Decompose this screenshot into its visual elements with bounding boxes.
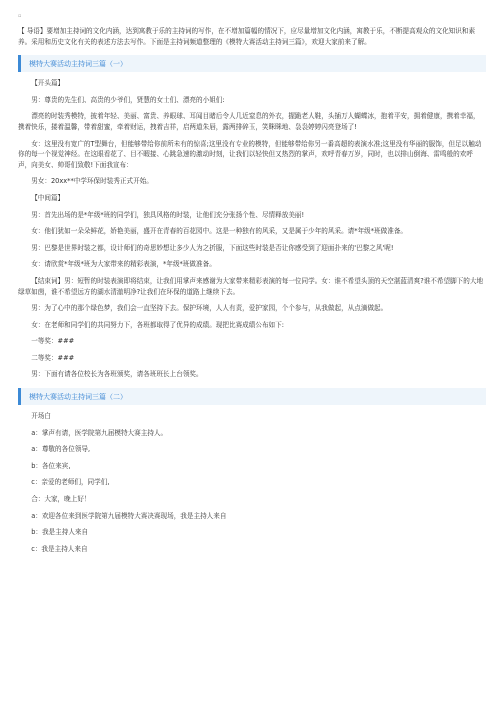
s2-paragraph: 合：大家，晚上好！: [31, 495, 91, 504]
s2-paragraph: c：亲爱的老师们，同学们,: [31, 478, 110, 487]
s2-paragraph: a：尊敬的各位领导,: [31, 445, 91, 454]
s2-paragraph: c：我是主持人来自: [31, 544, 88, 553]
section-1-title: 模特大赛活动主持词三篇（一）: [29, 59, 127, 68]
s1-heading-open: 【开头篇】: [31, 79, 65, 88]
s2-paragraph: b：各位来宾,: [31, 461, 71, 470]
section-2-title: 模特大赛活动主持词三篇（二）: [29, 392, 127, 401]
s1-paragraph: 女：这里没有宽广的T型舞台，但能够带给你前所未有的惊喜;这里没有专业的模特，但能够带给你另一番高超的表演水准;这里没有华丽的服饰，但足以触动你的每一个视觉神经。在这眼看花了、目不暇接、心跳急速的激动时刻，让我们以轻快但又热烈的掌声，欢呼青春万岁，同时，也以排山倒海、雷鸣般的欢呼声，向美女、帅哥们致敬!下面我宣布：: [18, 139, 482, 169]
s2-paragraph: b：我是主持人来自: [31, 528, 89, 537]
s1-award-second: 二等奖：###: [31, 353, 75, 362]
s1-paragraph: 女：在老师和同学们的共同努力下，各班都取得了优异的成绩。现把比赛成绩公布如下:: [31, 320, 284, 329]
s1-paragraph: 男：首先出场的是*年级*班的同学们，独具风格的时装，让他们充分张扬个性、尽情释放美丽!: [31, 210, 305, 219]
s1-paragraph: 女：请欣赏*年级*班为大家带来的精彩表演，*年级*班做准备。: [31, 260, 216, 269]
section-2-banner: [18, 388, 486, 405]
s1-paragraph: 男：尊贵的先生们、高贵的少爷们，贤慧的女士们、漂亮的小姐们:: [31, 95, 225, 104]
s2-paragraph: a：掌声有请，医学院第九届模特大赛主持人。: [31, 428, 168, 437]
intro-paragraph: 【 导语】要增加主持词的文化内涵，达到寓教于乐的主持词的写作，在不增加篇幅的情况下，应尽量增加文化内涵，寓教于乐，不断提高观众的文化知识和素养。采用和历史文化有关的表述方法去写作。下面是主持词频道整理的《模特大赛活动主持词三篇》，欢迎大家前来了解。: [18, 27, 476, 46]
section-1-banner: [18, 55, 486, 72]
s1-heading-middle: 【中间篇】: [31, 193, 65, 202]
s2-paragraph: 开场白: [31, 412, 51, 421]
s1-paragraph: 男女：20xx**中学环保时装秀正式开始。: [31, 177, 153, 186]
s1-paragraph: 男：巴黎是世界时装之都，设计师们的奇思妙想让多少人为之折服，下面这些时装是否让你感受到了迎面扑来的'巴黎之风'呢!: [31, 243, 394, 252]
s1-paragraph: 男：为了心中的那个绿色梦，我们会一直坚持下去。保护环境，人人有责，爱护家园，个个参与，从我做起，从点滴做起。: [31, 304, 388, 313]
s2-paragraph: a：欢迎各位来到医学院第九届模特大赛决赛现场，我是主持人来自: [31, 511, 227, 520]
s1-paragraph: 漂亮的时装秀模特，披着年轻、美丽、富贵、养眼球、耳闻目睹后令人几近窒息的外衣，握跪老人鞋，头插万人蝴蝶冰，抱着平安，拥着健康，携着幸福，携着快乐，搂着温馨，带着甜蜜，牵着财运，拽着吉祥，启两道朱唇，露两排碎玉，笑眯眯地、袅袅婷婷闪亮登场了!: [18, 112, 480, 131]
top-mark: ▫: [18, 13, 22, 19]
s1-award-first: 一等奖：###: [31, 337, 75, 346]
s1-paragraph: 【结束词】男：短暂的时装表演即将结束，让我们用掌声来感谢为大家带来精彩表演的每一位同学。女：谁不希望头顶的天空湛蓝清爽?谁不希望脚下的大地绿草如茵，谁不希望远方的湖水清澈明净?让我们在环保的道路上继续下去。: [18, 276, 484, 296]
section-1-body: [18, 78, 486, 380]
s1-paragraph: 女：他们犹如一朵朵鲜花，娇艳美丽，盛开在青春的百花园中。这是一种独有的风采，又是属于少年的风采。请*年级*班做准备。: [31, 227, 408, 236]
s1-paragraph: 男：下面有请各位校长为各班颁奖，请各班班长上台领奖。: [31, 370, 203, 379]
section-2-body: [18, 411, 486, 554]
